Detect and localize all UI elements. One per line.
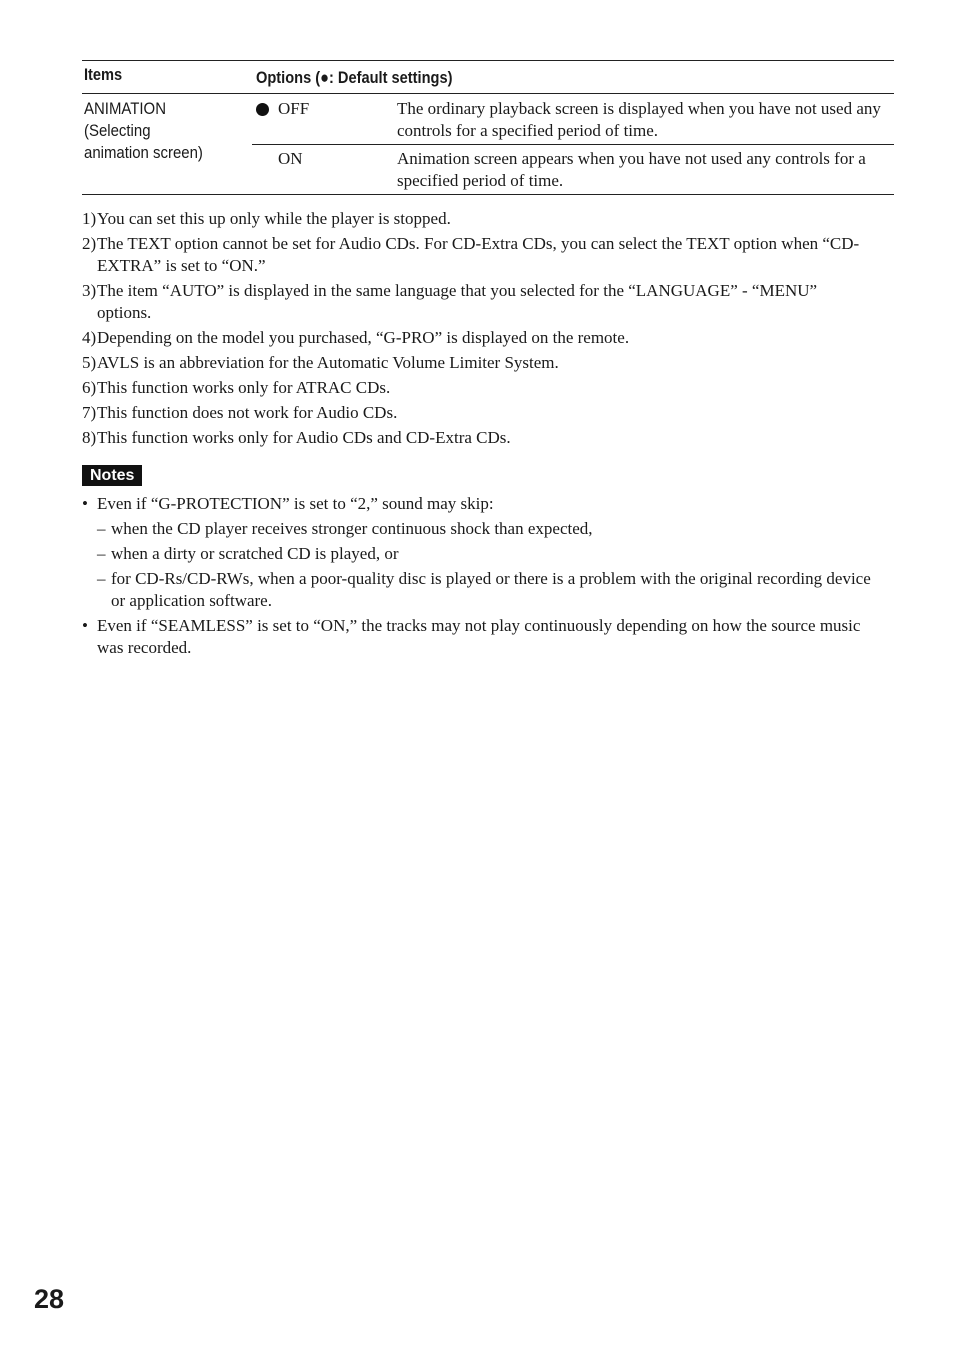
footnote [82,377,872,399]
note-subitem [82,568,872,612]
footnote [82,352,872,374]
dash-icon: – [97,544,106,563]
footnote-text: AVLS is an abbreviation for the Automatic Volume Limiter System. [97,353,559,372]
table-body [82,94,894,194]
note-subitem-text: when the CD player receives stronger continuous shock than expected, [111,519,593,538]
footnote [82,208,872,230]
footnote-text: The TEXT option cannot be set for Audio CDs. For CD-Extra CDs, you can select the TEXT option when “CD-EXTRA” is set to “ON.” [97,234,860,275]
footnote-number: 8) [82,428,97,447]
footnote [82,327,872,349]
option-description: Animation screen appears when you have not used any controls for a specified period of time. [397,149,866,190]
note-subitem-text: for CD-Rs/CD-RWs, when a poor-quality disc is played or there is a problem with the original recording device or application software. [111,569,871,610]
footnote-number: 7) [82,403,97,422]
footnote-number: 4) [82,328,97,347]
option-label: ON [278,149,303,168]
item-name-line: animation screen) [84,143,203,162]
bullet-icon: • [82,616,88,635]
item-name-line: ANIMATION [84,99,167,118]
notes-list [82,493,872,662]
note-subitem [82,518,872,540]
note-text: Even if “SEAMLESS” is set to “ON,” the tracks may not play continuously depending on how the source music was recorded. [97,616,861,657]
footnote-text: The item “AUTO” is displayed in the same language that you selected for the “LANGUAGE” - “MENU” options. [97,281,818,322]
footnote-number: 3) [82,281,97,300]
item-name [84,98,203,164]
note-item [82,493,872,612]
footnote-number: 6) [82,378,97,397]
footnote [82,402,872,424]
dash-icon: – [97,569,106,588]
footnote-text: This function works only for Audio CDs and CD-Extra CDs. [97,428,511,447]
footnote [82,233,872,277]
option-row-on [252,144,894,191]
footnote-text: This function does not work for Audio CDs. [97,403,398,422]
option-row-off [252,98,894,142]
note-text: Even if “G-PROTECTION” is set to “2,” sound may skip: [97,494,494,513]
notes-heading: Notes [82,465,142,486]
header-options: Options (●: Default settings) [256,68,453,87]
settings-table [82,60,894,195]
footnotes [82,208,872,452]
footnote-number: 5) [82,353,97,372]
footnote [82,427,872,449]
note-subitem-text: when a dirty or scratched CD is played, or [111,544,399,563]
page-number: 28 [34,1284,65,1314]
table-header [82,61,894,94]
dash-icon: – [97,519,106,538]
bullet-icon: • [82,494,88,513]
option-label: OFF [278,99,310,118]
item-name-line: (Selecting [84,121,151,140]
footnote-text: Depending on the model you purchased, “G-PRO” is displayed on the remote. [97,328,630,347]
footnote [82,280,872,324]
note-item [82,615,872,659]
note-subitem [82,543,872,565]
footnote-number: 2) [82,234,97,253]
option-description: The ordinary playback screen is displayed when you have not used any controls for a specified period of time. [397,99,881,140]
header-items: Items [84,65,123,84]
footnote-text: This function works only for ATRAC CDs. [97,378,391,397]
footnote-number: 1) [82,209,97,228]
default-setting-bullet-icon [256,103,269,116]
footnote-text: You can set this up only while the player is stopped. [97,209,451,228]
